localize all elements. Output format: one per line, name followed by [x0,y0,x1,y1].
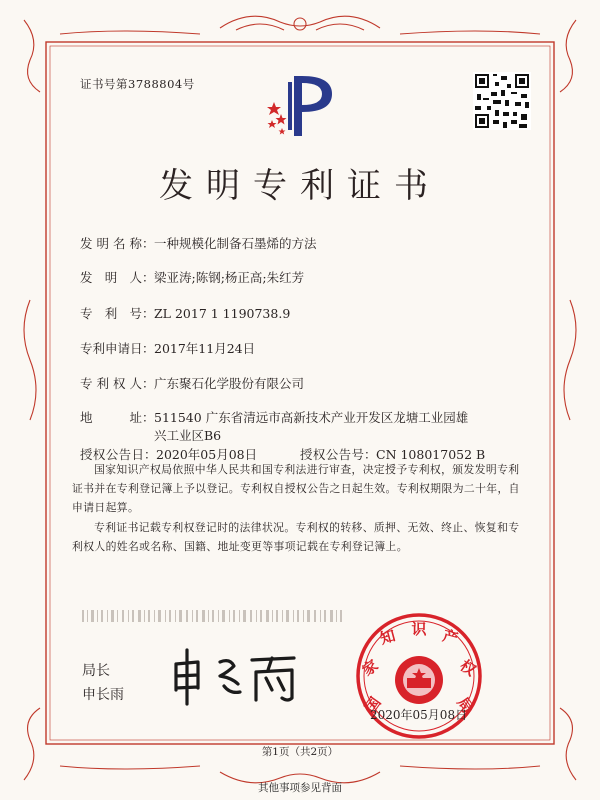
page-number: 第1页（共2页） [261,746,339,758]
legal-status-statement: 专利证书记载专利权登记时的法律状况。专利权的转移、质押、无效、终止、恢复和专利权人的姓名或名称、国籍、地址变更等事项记载在专利登记簿上。 [72,521,520,553]
svg-text:产: 产 [440,626,460,648]
svg-text:局: 局 [453,693,477,717]
seal-date: 2020年05月08日 [370,708,468,722]
grant-date-label: 授权公告日 [80,447,144,462]
patent-number-value: ZL 2017 1 1190738.9 [154,306,291,321]
svg-text:知: 知 [378,626,398,648]
qr-code [473,72,531,130]
svg-text:国: 国 [361,693,385,717]
svg-text:权: 权 [456,656,480,680]
invention-name-label: 发明名称 [80,236,142,251]
patentee-label: 专利权人 [80,376,142,391]
footer-note: 其他事项参见背面 [258,782,342,794]
director-title: 局长 [82,663,110,679]
grant-number-label: 授权公告号 [300,447,364,462]
address-row-continued [154,426,221,444]
svg-text:家: 家 [358,656,382,680]
patent-number-row: 专利号：ZL 2017 1 1190738.9 [80,306,291,321]
inventor-label: 发明人 [80,270,142,285]
svg-text:识: 识 [411,620,427,638]
patent-office-logo [262,72,338,144]
inventor-value: 梁亚涛;陈钢;杨正高;朱红芳 [154,270,305,285]
grant-date-value: 2020年05月08日 [156,447,258,462]
certificate-title: 发明专利证书 [159,166,441,206]
filing-date-value: 2017年11月24日 [154,341,256,356]
certificate-number: 证书号第3788804号 [80,77,195,91]
address-label: 地址 [80,410,142,425]
director-name: 申长雨 [82,687,124,703]
invention-name-value: 一种规模化制备石墨烯的方法 [154,236,317,251]
address-value-line1: 511540 广东省清远市高新技术产业开发区龙塘工业园雄 [154,410,469,425]
patentee-value: 广东聚石化学股份有限公司 [154,376,305,391]
grant-date-row: 授权公告日：2020年05月08日 [80,447,258,462]
inventor-row: 发明人：梁亚涛;陈钢;杨正高;朱红芳 [80,270,305,285]
address-row: 地址：511540 广东省清远市高新技术产业开发区龙塘工业园雄 [80,410,469,425]
filing-date-row: 专利申请日：2017年11月24日 [80,341,256,356]
director-signature [168,646,318,708]
patent-number-label: 专利号 [80,306,142,321]
invention-name-row: 发明名称：一种规模化制备石墨烯的方法 [80,236,317,251]
patentee-row: 专利权人：广东聚石化学股份有限公司 [80,376,305,391]
grant-number-row: 授权公告号：CN 108017052 B [300,447,486,462]
barcode-strip [82,610,342,622]
filing-date-label: 专利申请日 [80,341,143,356]
grant-number-value: CN 108017052 B [376,447,486,462]
address-value-line2: 兴工业区B6 [154,428,222,443]
grant-statement: 国家知识产权局依照中华人民共和国专利法进行审查，决定授予专利权，颁发发明专利证书并在专利登记簿上予以登记。专利权自授权公告之日起生效。专利权期限为二十年，自申请日起算。 [72,463,520,514]
